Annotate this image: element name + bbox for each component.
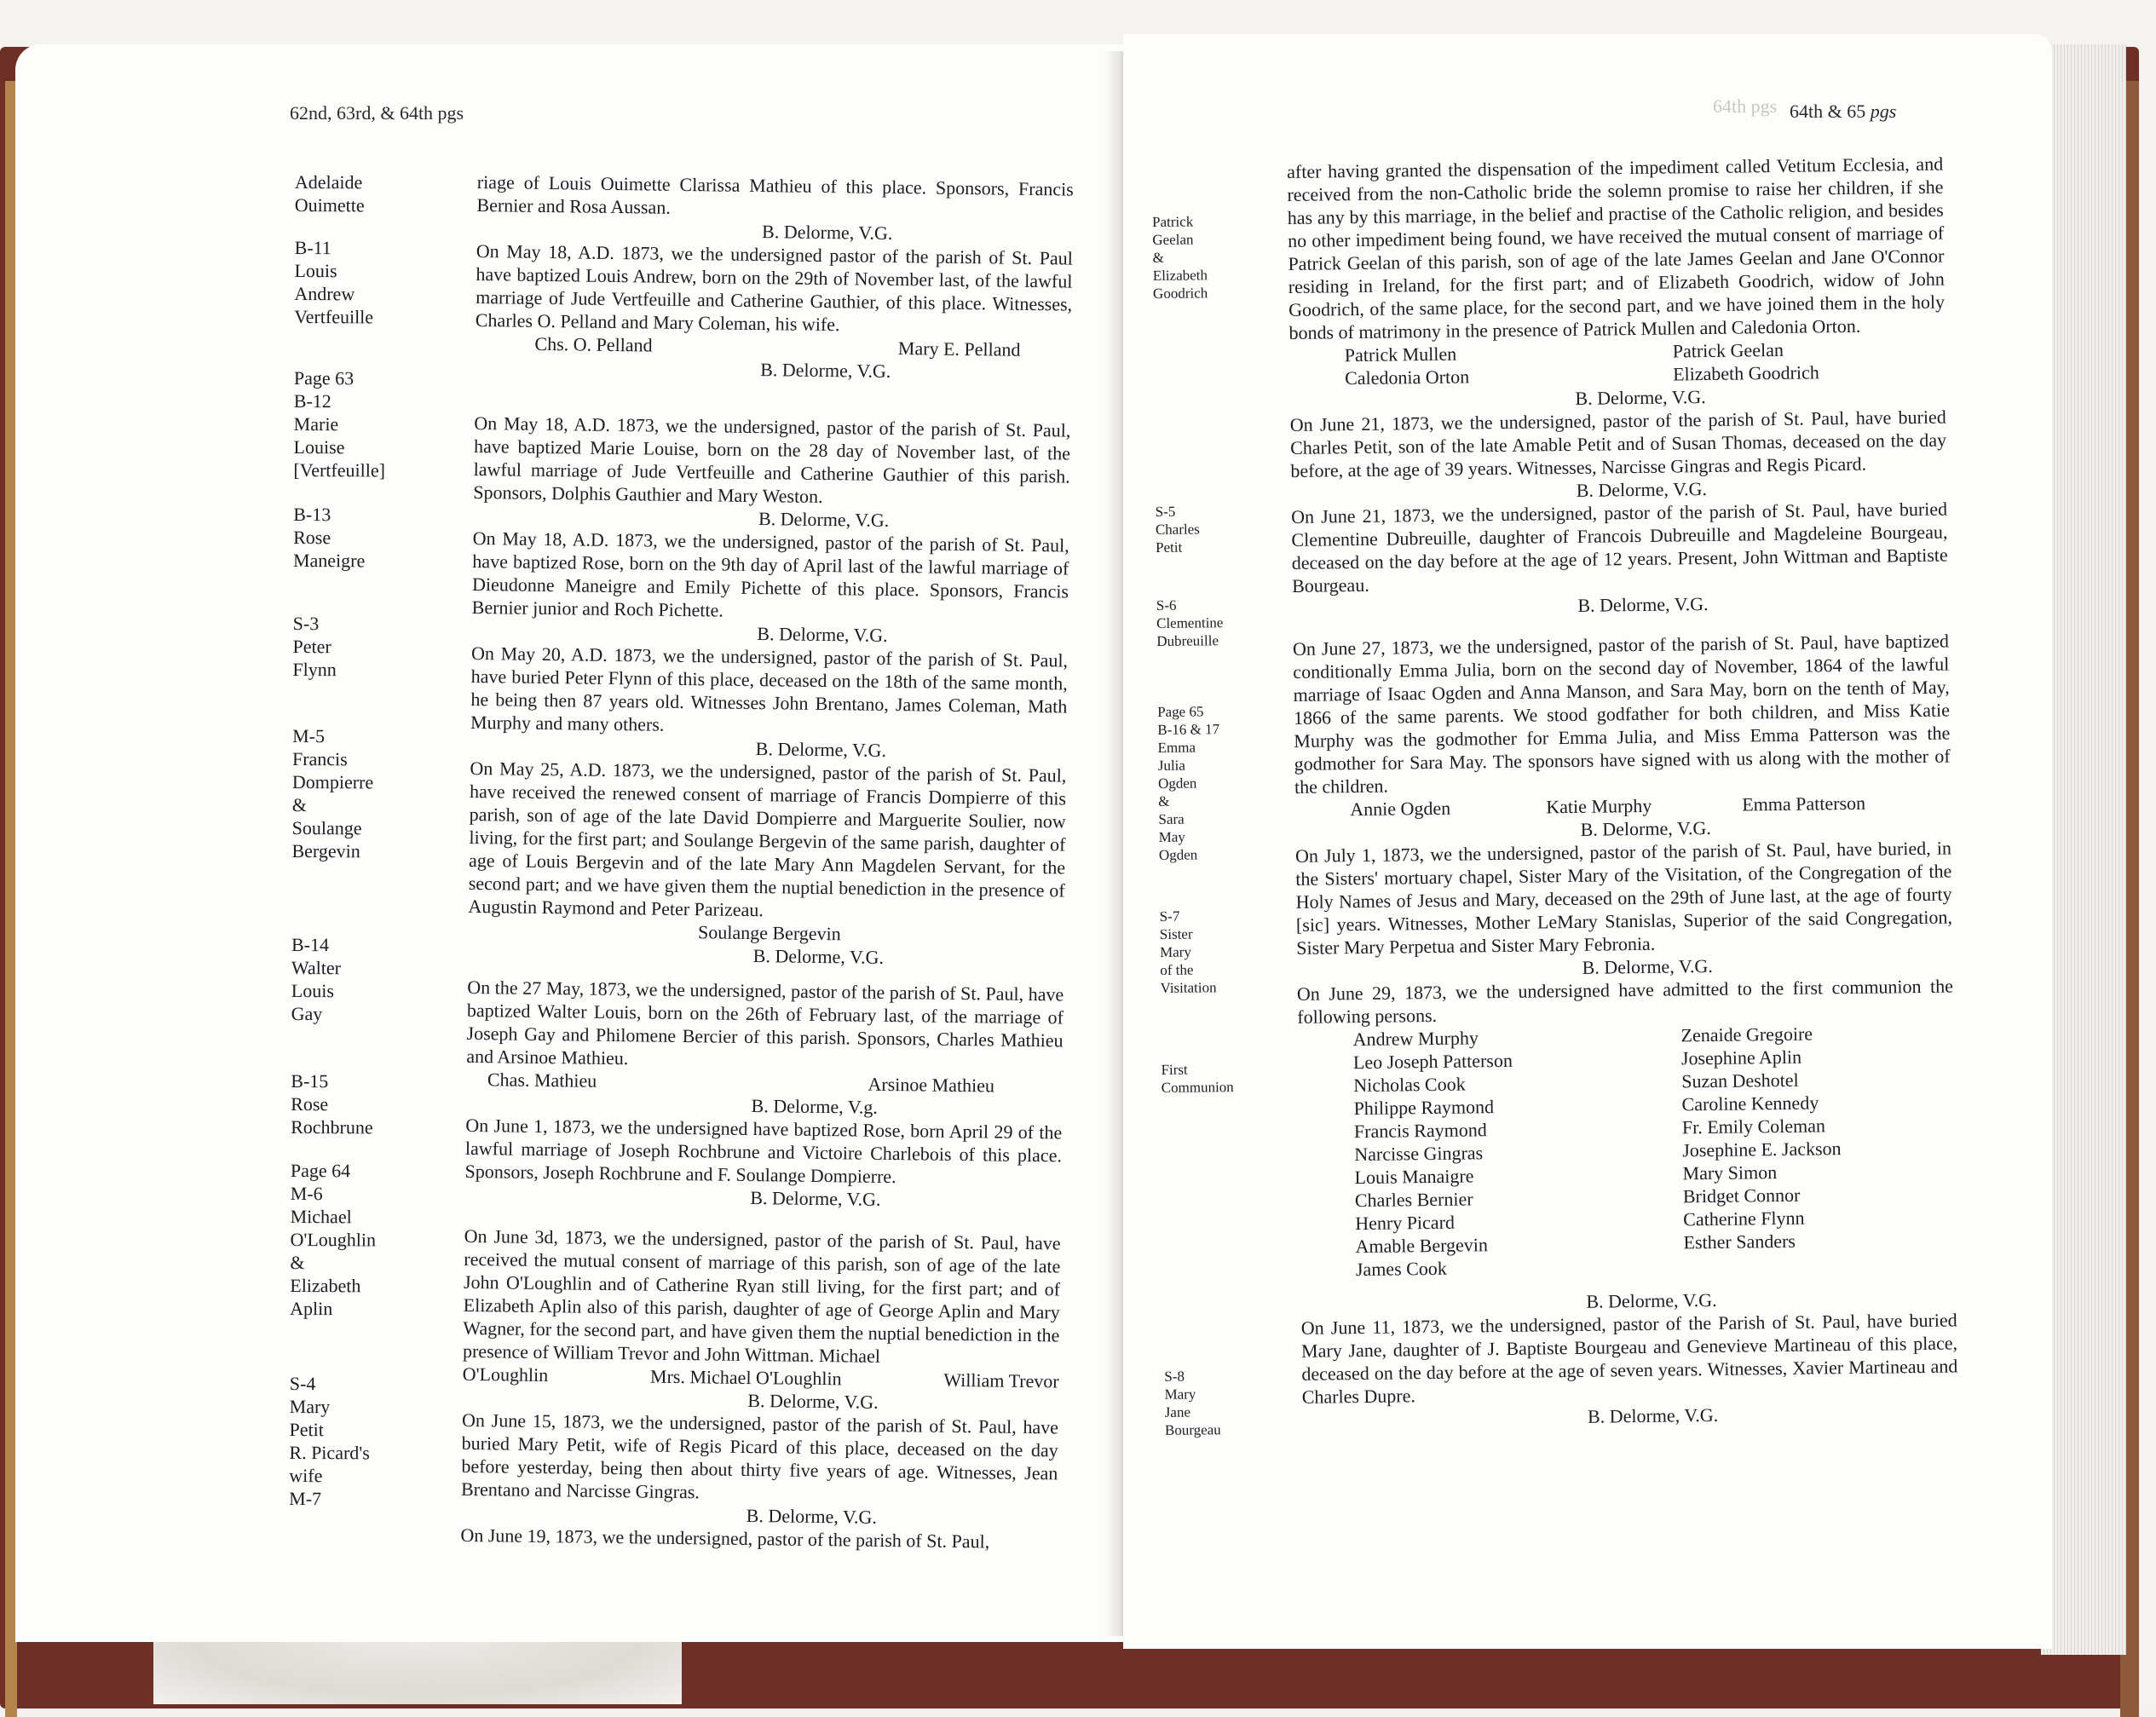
register-entry: On June 21, 1873, we the undersigned, pastor of the parish of St. Paul, have buried Clementine Dubreuille, daughter of Francois Dubreuille and Magdeleine Bourgeau, deceased on the day before at the age of 12 years. Present, John Wittman and Baptiste Bourgeau. bbox=[1290, 498, 1948, 596]
signature: B. Delorme, V.G. bbox=[757, 623, 888, 646]
register-entry: On June 3d, 1873, we the undersigned, pastor of the parish of St. Paul, have received the mutual consent of marriage of this parish, son of age of the late John O'Loughlin and of Catherine Ryan still living, for the first part; and of Elizabeth Aplin also of this parish, daughter of age of George Aplin and Mary Wagner, for the second part, and have given them the nuptial benediction in the presence of William Trevor and John Wittman. Michael bbox=[462, 1224, 1061, 1367]
signature: B. Delorme, V.G. bbox=[755, 738, 887, 761]
signature: Patrick Mullen bbox=[1344, 343, 1457, 366]
register-entry: On the 27 May, 1873, we the undersigned, pastor of the parish of St. Paul, have baptized Walter Louis, born on the 26th of February last, of the marriage of Joseph Gay and Philomene Bercier of this parish. Sponsors, Charles Mathieu and Arsinoe Mathieu. bbox=[466, 976, 1064, 1069]
header-pgs: pgs bbox=[1870, 101, 1897, 122]
signature: Mrs. Michael O'Loughlin bbox=[649, 1365, 842, 1390]
signature: Patrick Geelan bbox=[1672, 338, 1784, 362]
register-entry: On May 18, A.D. 1873, we the undersigned, pastor of the parish of St. Paul, have baptized Marie Louise, born on the 28 day of November last, of the lawful marriage of Jude Vertfeuille and Catherine Gauthier of this parish. Sponsors, Dolphis Gauthier and Mary Weston. bbox=[473, 412, 1071, 507]
register-entry: On June 21, 1873, we the undersigned, pastor of the parish of St. Paul, have buried Charles Petit, son of the late Amable Petit and of Susan Thomas, deceased on the day before, at the age of 39 years. Witnesses, Narcisse Gingras and Regis Picard. bbox=[1289, 406, 1947, 481]
signature: B. Delorme, V.G. bbox=[761, 221, 893, 244]
communicant: Leo Joseph Patterson bbox=[1352, 1049, 1513, 1074]
register-entry: On June 27, 1873, we the undersigned, pastor of the parish of St. Paul, have baptized conditionally Emma Julia, born on the second day of November, 1864 of the lawful marriage of Isaac Ogden and Anna Manson, and Sara May, born on the tenth of May, 1866 of the same parents. We stood godfather for both children, and Miss Katie Murphy was the godmother for Emma Julia, and Miss Emma Patterson was the godmother for Sara May. The sponsors have signed with us along with the mother of the children. bbox=[1292, 630, 1951, 798]
communicant: Charles Bernier bbox=[1354, 1188, 1473, 1212]
signature: B. Delorme, V.G. bbox=[1586, 1288, 1717, 1312]
communicant: Catherine Flynn bbox=[1683, 1207, 1805, 1230]
left-page-text bbox=[460, 170, 1074, 1553]
register-entry: riage of Louis Ouimette Clarissa Mathieu of this place. Sponsors, Francis Bernier and Rosa Aussan. bbox=[476, 170, 1074, 218]
margin-label: B-13 Rose Maneigre bbox=[292, 503, 366, 572]
communicant: Zenaide Gregoire bbox=[1680, 1023, 1813, 1046]
communicant: Nicholas Cook bbox=[1353, 1073, 1466, 1097]
signature: B. Delorme, V.G. bbox=[1577, 592, 1709, 616]
signature: B. Delorme, V.G. bbox=[760, 359, 891, 382]
margin-label: B-15 Rose Rochbrune bbox=[291, 1069, 373, 1138]
signature: B. Delorme, V.G. bbox=[1575, 386, 1706, 409]
register-entry: after having granted the dispensation of the impediment called Vetitum Ecclesia, and received from the non-Catholic bride the solemn promise to raise her children, if she has any by this marriage, in the belief and practise of the Catholic religion, and besides no other impediment being found, we have received the mutual consent of marriage of Patrick Geelan of this parish, son of age of the late James Geelan and Jane O'Connor residing in Ireland, for the first part; and of Elizabeth Goodrich, widow of John Goodrich, of the same place, for the second part, and we have joined them in the holy bonds of matrimony in the presence of Patrick Mullen and Caledonia Orton. bbox=[1287, 153, 1946, 343]
margin-label: S-3 Peter Flynn bbox=[292, 612, 337, 681]
communicant: Philippe Raymond bbox=[1353, 1096, 1495, 1120]
signature: Mary E. Pelland bbox=[897, 337, 1021, 360]
signature: Arsinoe Mathieu bbox=[868, 1073, 995, 1097]
margin-label: Patrick Geelan & Elizabeth Goodrich bbox=[1152, 213, 1208, 302]
communicant: Andrew Murphy bbox=[1352, 1027, 1479, 1051]
communicant: Caroline Kennedy bbox=[1681, 1092, 1819, 1115]
right-page-header bbox=[1790, 101, 1896, 123]
register-entry: On July 1, 1873, we the undersigned, pastor of the parish of St. Paul, have buried, in the Sisters' mortuary chapel, Sister Mary of the Visitation, of the Congregation of the Holy Names of Jesus and Mary, deceased on the 29th of June last, at the age of fourty [sic] years. Witnesses, Mother LeMary Stanislas, Superior of the said Congregation, Sister Mary Perpetua and Sister Mary Febronia. bbox=[1294, 837, 1953, 959]
signature: O'Loughlin bbox=[462, 1363, 549, 1386]
register-entry: On May 20, A.D. 1873, we the undersigned, pastor of the parish of St. Paul, have buried Peter Flynn of this place, deceased on the 18th of the same month, he being then 87 years old. Witnesses John Brentano, James Coleman, Math Murphy and many others. bbox=[470, 642, 1069, 735]
register-entry: On June 29, 1873, we the undersigned have admitted to the first communion the following persons. bbox=[1296, 975, 1954, 1028]
signature: Katie Murphy bbox=[1546, 794, 1652, 818]
signature: B. Delorme, V.G. bbox=[1582, 954, 1713, 978]
signature: William Trevor bbox=[943, 1368, 1059, 1392]
right-page-text bbox=[1287, 153, 1958, 1432]
communicant: Bridget Connor bbox=[1682, 1184, 1801, 1207]
register-entry: On June 15, 1873, we the undersigned, pastor of the parish of St. Paul, have buried Mary Petit, wife of Regis Picard of this place, deceased on the day before yesterday, being then about thirty five years of age. Witnesses, Jean Brentano and Narcisse Gingras. bbox=[460, 1409, 1059, 1503]
communicant: Josephine E. Jackson bbox=[1682, 1138, 1842, 1161]
register-entry: On June 19, 1873, we the undersigned, pastor of the parish of St. Paul, bbox=[460, 1524, 990, 1553]
signature: B. Delorme, V.G. bbox=[752, 945, 885, 968]
margin-label: S-7 Sister Mary of the Visitation bbox=[1159, 907, 1217, 996]
signature: Chs. O. Pelland bbox=[534, 332, 653, 356]
left-page-header: 62nd, 63rd, & 64th pgs bbox=[290, 102, 464, 124]
communicant: Henry Picard bbox=[1355, 1211, 1456, 1235]
margin-label: M-5 Francis Dompierre & Soulange Bergevin bbox=[291, 724, 374, 862]
signature: B. Delorme, V.G. bbox=[1587, 1403, 1719, 1427]
register-entry: On May 18, A.D. 1873, we the undersigned pastor of the parish of St. Paul have baptized Louis Andrew, born on the 29th of November last, of the lawful marriage of Jude Vertfeuille and Catherine Gauthier, of this place. Witnesses, Charles O. Pelland and Mary Coleman, his wife. bbox=[475, 239, 1073, 336]
signature: B. Delorme, V.G. bbox=[1576, 478, 1708, 501]
margin-label: S-6 Clementine Dubreuille bbox=[1156, 596, 1224, 649]
margin-label: Adelaide Ouimette bbox=[294, 170, 365, 216]
register-entry: On June 11, 1873, we the undersigned, pastor of the Parish of St. Paul, have buried Mary Jane, daughter of J. Baptiste Bourgeau and Genevieve Martineau of this place, deceased on the day before at the age of seven years. Witnesses, Xavier Martineau and Charles Dupre. bbox=[1300, 1309, 1958, 1408]
margin-label: Page 64 M-6 Michael O'Loughlin & Elizabeth Aplin bbox=[290, 1159, 377, 1320]
signature: Annie Ogden bbox=[1350, 797, 1451, 821]
communicant: Francis Raymond bbox=[1353, 1119, 1487, 1143]
register-entry: On May 25, A.D. 1873, we the undersigned, pastor of the parish of St. Paul, have received the renewed consent of marriage of Francis Dompierre of this parish, son of age of the late David Dompierre and Marguerite Soulier, now living, for the first part; and Soulange Bergevin of the same parish, daughter of age of Louis Bergevin and of the late Mary Ann Magdelen Servant, for the second part; and we have given them the nuptial benediction in the presence of Augustin Raymond and Peter Parizeau. bbox=[468, 757, 1067, 921]
first-communion-list bbox=[1297, 1021, 1957, 1282]
margin-label: S-5 Charles Petit bbox=[1155, 503, 1200, 556]
communicant: Suzan Deshotel bbox=[1681, 1069, 1799, 1092]
signature: B. Delorme, V.G. bbox=[747, 1389, 879, 1413]
signature: Caledonia Orton bbox=[1344, 366, 1470, 389]
margin-label: First Communion bbox=[1161, 1061, 1234, 1096]
communicant: James Cook bbox=[1355, 1257, 1448, 1281]
signature: B. Delorme, V.G. bbox=[746, 1504, 878, 1528]
register-entry: On June 1, 1873, we the undersigned have baptized Rose, born April 29 of the lawful marriage of Joseph Rochbrune and Victoire Charlebois of this place. Sponsors, Joseph Rochbrune and F. Soulange Dompierre. bbox=[464, 1114, 1063, 1188]
signature: B. Delorme, V.G. bbox=[758, 508, 890, 531]
communicant: Louis Manaigre bbox=[1354, 1165, 1474, 1189]
signature: B. Delorme, V.G. bbox=[1580, 816, 1711, 840]
page-stack bbox=[2041, 44, 2126, 1655]
register-entry: On May 18, A.D. 1873, we the undersigned, pastor of the parish of St. Paul, have baptized Rose, born on the 9th day of April last of the lawful marriage of Dieudonne Maneigre and Emily Pichette of this place. Sponsors, Francis Bernier junior and Roch Pichette. bbox=[471, 527, 1069, 621]
communicant: Amable Bergevin bbox=[1355, 1234, 1489, 1258]
signature: Emma Patterson bbox=[1742, 792, 1866, 815]
signature: B. Delorme, V.G. bbox=[750, 1187, 881, 1210]
bleed-through-header: 64th pgs bbox=[1713, 95, 1778, 117]
margin-label: B-11 Louis Andrew Vertfeuille bbox=[294, 236, 374, 328]
signature: B. Delorme, V.g. bbox=[751, 1095, 879, 1118]
margin-label: B-14 Walter Louis Gay bbox=[291, 933, 342, 1025]
margin-label: S-4 Mary Petit R. Picard's wife M-7 bbox=[289, 1372, 370, 1510]
communicant: Fr. Emily Coleman bbox=[1681, 1115, 1826, 1138]
header-pages: 64th & 65 bbox=[1790, 101, 1866, 122]
communicant: Narcisse Gingras bbox=[1354, 1142, 1484, 1166]
communicant: Mary Simon bbox=[1682, 1161, 1778, 1184]
signature: Soulange Bergevin bbox=[697, 921, 841, 945]
communicant: Josephine Aplin bbox=[1680, 1046, 1802, 1069]
margin-label: Page 65 B-16 & 17 Emma Julia Ogden & Sara May Ogden bbox=[1157, 703, 1220, 863]
margin-label: S-8 Mary Jane Bourgeau bbox=[1164, 1368, 1221, 1438]
margin-label: Page 63 B-12 Marie Louise [Vertfeuille] bbox=[293, 366, 386, 481]
communicant: Esther Sanders bbox=[1683, 1230, 1796, 1253]
signature: Elizabeth Goodrich bbox=[1672, 361, 1819, 385]
signature: Chas. Mathieu bbox=[487, 1069, 597, 1092]
